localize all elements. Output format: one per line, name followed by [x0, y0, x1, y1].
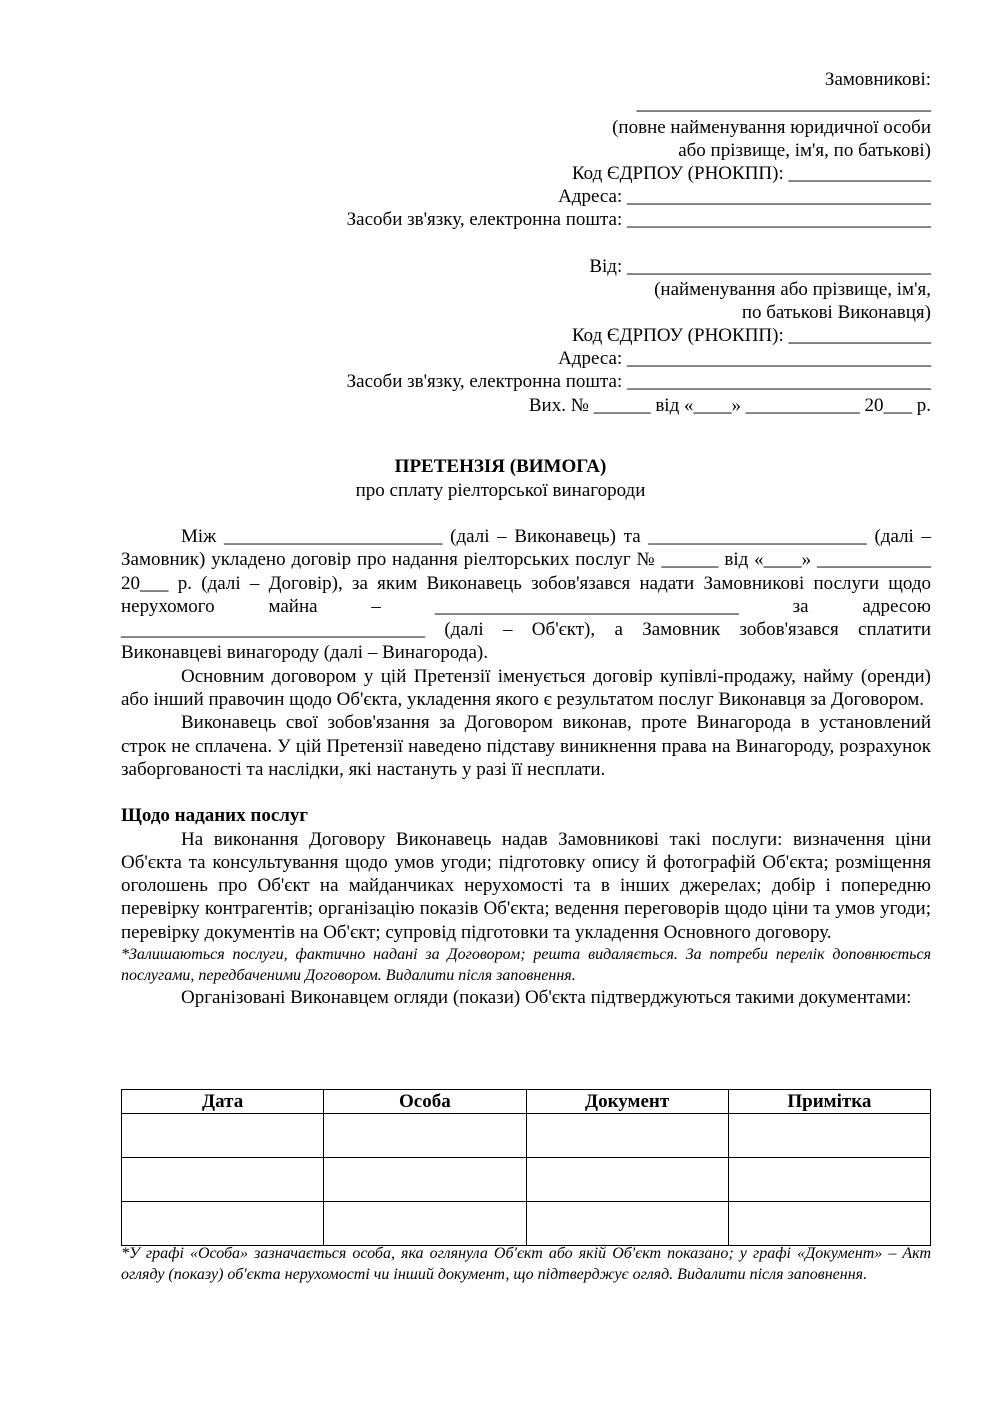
contractor-contacts: Засоби зв'язку, електронна пошта: ________________________________: [346, 371, 931, 392]
table-cell: [324, 1158, 526, 1202]
table-cell: [324, 1202, 526, 1246]
paragraph-viewings: Організовані Виконавцем огляди (покази) Об'єкта підтверджуються такими документами:: [181, 987, 912, 1009]
table-cell: [526, 1114, 728, 1158]
customer-label: Замовникові:: [824, 69, 931, 90]
table-cell: [324, 1114, 526, 1158]
paragraph-main-contract: Основним договором у цій Претензії іменується договір купівлі-продажу, найму (оренди) або інший правочин щодо Об'єкта, укладення якого є результатом послуг Виконавця за Договором.: [121, 665, 931, 711]
table-cell: [526, 1202, 728, 1246]
section-heading-services: Щодо наданих послуг: [121, 805, 309, 827]
customer-hint-line-2: або прізвище, ім'я, по батькові): [678, 140, 931, 161]
services-note: *Залишаються послуги, фактично надані за Договором; решта видаляється. За потреби перелік доповнюється послугами, передбаченими Договором. Видалити після заповнення.: [121, 946, 931, 985]
viewings-table: [121, 1089, 931, 1246]
table-footnote: *У графі «Особа» зазначається особа, яка оглянула Об'єкт або якій Об'єкт показано; у графі «Документ» – Акт огляду (показу) об'єкта нерухомості чи інший документ, що підтверджує огляд. Видалити після заповнення.: [121, 1245, 931, 1283]
table-cell: [728, 1114, 930, 1158]
customer-code: Код ЄДРПОУ (РНОКПП): _______________: [571, 163, 931, 184]
table-cell: [728, 1202, 930, 1246]
paragraph-parties: Між _______________________ (далі – Виконавець) та _______________________ (далі – Замовник) укладено договір про надання ріелторських послуг № ______ від «____» ____________ 20___ р. (далі – Договір), за яким Виконавець зобов'язався надати Замовникові послуги щодо нерухомого майна – ________________________________ за адресою ________________________________ (далі – Об'єкт), а Замовник зобов'язався сплатити Виконавцеві винагороду (далі – Винагорода).: [121, 526, 931, 664]
table-cell: [122, 1158, 324, 1202]
table-row: [122, 1202, 931, 1246]
paragraph-nonpayment: Виконавець свої зобов'язання за Договором виконав, проте Винагорода в установлений строк не сплачена. У цій Претензії наведено підставу виникнення права на Винагороду, розрахунок заборгованості та наслідки, які настануть у разі її несплати.: [121, 712, 931, 780]
column-header-date: Дата: [122, 1090, 324, 1114]
customer-address: Адреса: ________________________________: [558, 186, 931, 207]
table-cell: [728, 1158, 930, 1202]
document-subtitle: про сплату ріелторської винагороди: [355, 480, 646, 501]
table-cell: [122, 1202, 324, 1246]
claim-body: [121, 525, 931, 1009]
customer-name-blank: _______________________________: [636, 93, 931, 114]
column-header-person: Особа: [324, 1090, 526, 1114]
contractor-hint-line-1: (найменування або прізвище, ім'я,: [654, 279, 931, 300]
contractor-hint-line-2: по батькові Виконавця): [741, 302, 931, 323]
table-cell: [122, 1114, 324, 1158]
paragraph-services: На виконання Договору Виконавець надав Замовникові такі послуги: визначення ціни Об'єкта та консультування щодо умов угоди; підготовку опису й фотографій Об'єкта; розміщення оголошень про Об'єкт на майданчиках нерухомості та в інших джерелах; добір і попередню перевірку контрагентів; організацію показів Об'єкта; ведення переговорів щодо ціни та умов угоди; перевірку документів на Об'єкт; супровід підготовки та укладення Основного договору.: [121, 828, 931, 943]
column-header-document: Документ: [526, 1090, 728, 1114]
contractor-address: Адреса: ________________________________: [558, 348, 931, 369]
table-cell: [526, 1158, 728, 1202]
customer-contacts: Засоби зв'язку, електронна пошта: ________________________________: [346, 209, 931, 230]
column-header-note: Примітка: [728, 1090, 930, 1114]
from-line: Від: ________________________________: [589, 256, 931, 277]
outgoing-number: Вих. № ______ від «____» ____________ 20___ р.: [528, 395, 931, 416]
customer-hint-line-1: (повне найменування юридичної особи: [612, 117, 931, 138]
contractor-code: Код ЄДРПОУ (РНОКПП): _______________: [571, 325, 931, 346]
table-header-row: [122, 1090, 931, 1114]
table-row: [122, 1158, 931, 1202]
table-row: [122, 1114, 931, 1158]
document-title: ПРЕТЕНЗІЯ (ВИМОГА): [394, 456, 607, 477]
